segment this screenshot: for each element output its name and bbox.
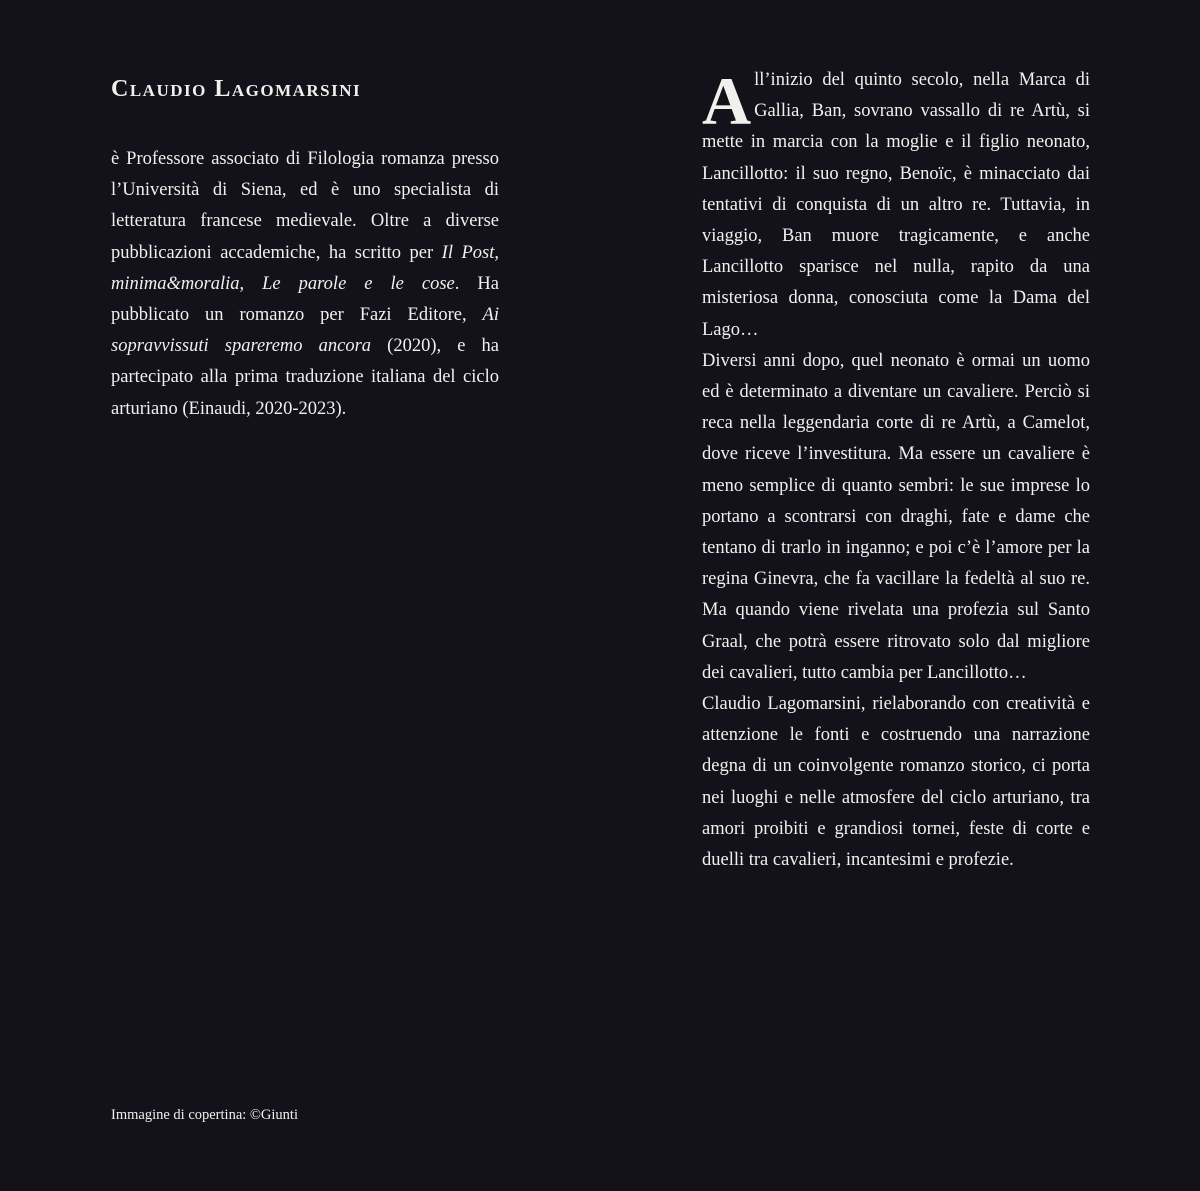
bio-novel-title: Ai sopravvissuti spareremo ancora: [111, 305, 499, 357]
book-blurb: [702, 65, 1090, 876]
bio-publication-le-parole: Le parole e le cose: [262, 273, 455, 294]
cover-image-credit: Immagine di copertina: ©Giunti: [111, 1107, 298, 1123]
blurb-paragraph-1: ll’inizio del quinto secolo, nella Marca di Gallia, Ban, sovrano vassallo di re Artù, si mette in marcia con la moglie e il figlio neonato, Lancillotto: il suo regno, Benoïc, è minacciato dai tentativi di conquista di un altro re. Tuttavia, in viaggio, Ban muore tragicamente, e anche Lancillotto sparisce nel nulla, rapito da una misteriosa donna, conosciuta come la Dama del Lago…: [702, 70, 1090, 340]
blurb-paragraph-3: Claudio Lagomarsini, rielaborando con creatività e attenzione le fonti e costruendo una narrazione degna di un coinvolgente romanzo storico, ci porta nei luoghi e nelle atmosfere del ciclo arturiano, tra amori proibiti e grandiosi tornei, feste di corte e duelli tra cavalieri, incantesimi e profezie.: [702, 694, 1090, 871]
blurb-column: [702, 65, 1090, 876]
bio-middle: . Ha pubblicato un romanzo per Fazi Editore,: [111, 273, 499, 326]
bio-intro: è Professore associato di Filologia romanza presso l’Università di Siena, ed è uno specialista di letteratura francese medievale. Oltre a diverse pubblicazioni accademiche, ha scritto per: [111, 149, 499, 263]
bio-publication-il-post: Il Post: [441, 242, 495, 263]
author-column: [111, 74, 499, 425]
bio-outro: (2020), e ha partecipato alla prima traduzione italiana del ciclo arturiano (Einaudi, 2020-2023).: [111, 336, 500, 419]
drop-cap: A: [702, 63, 752, 139]
blurb-paragraph-2: Diversi anni dopo, quel neonato è ormai un uomo ed è determinato a diventare un cavaliere. Perciò si reca nella leggendaria corte di re Artù, a Camelot, dove riceve l’investitura. Ma essere un cavaliere è meno semplice di quanto sembri: le sue imprese lo portano a scontrarsi con draghi, fate e dame che tentano di trarlo in inganno; e poi c’è l’amore per la regina Ginevra, che fa vacillare la fedeltà al suo re. Ma quando viene rivelata una profezia sul Santo Graal, che potrà essere ritrovato solo dal migliore dei cavalieri, tutto cambia per Lancillotto…: [702, 350, 1090, 683]
author-name: Claudio Lagomarsini: [111, 76, 362, 102]
bio-separator: ,: [239, 273, 263, 294]
author-bio: [111, 144, 499, 425]
bio-publication-minima-moralia: minima&moralia: [111, 273, 240, 294]
bio-separator: ,: [494, 242, 499, 263]
